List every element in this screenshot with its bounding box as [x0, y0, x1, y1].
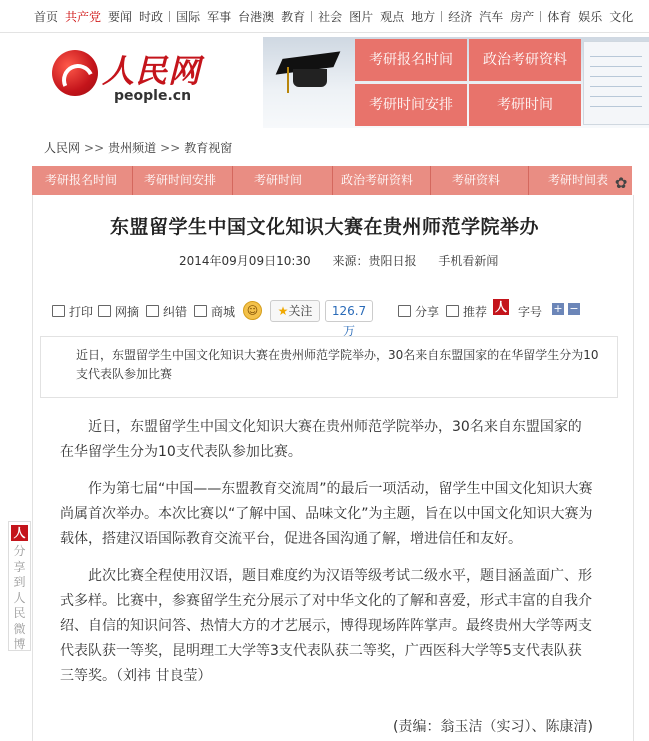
- top-nav-link[interactable]: 娱乐: [578, 10, 603, 24]
- mall-icon: [194, 305, 207, 317]
- top-nav-link[interactable]: 图片: [349, 10, 374, 24]
- nav-separator: [169, 11, 170, 22]
- top-navigation: [0, 0, 649, 33]
- top-nav-link[interactable]: 社会: [318, 10, 343, 24]
- people-weibo-icon: 人: [11, 525, 28, 541]
- star-icon: ★: [277, 304, 289, 318]
- top-nav-link[interactable]: 经济: [448, 10, 473, 24]
- paper-sheet-decoration: [583, 41, 649, 125]
- article-summary: 近日，东盟留学生中国文化知识大赛在贵州师范学院举办，30名来自东盟国家的在华留学生分为10支代表队参加比赛: [76, 348, 599, 381]
- breadcrumb-separator: >>: [84, 141, 105, 155]
- smiley-icon[interactable]: ☺: [243, 301, 262, 320]
- article-meta: [179, 252, 498, 269]
- font-decrease-button[interactable]: −: [569, 302, 579, 315]
- recommend-icon: [446, 305, 459, 317]
- channel-timetable[interactable]: 考研时间表: [548, 173, 609, 187]
- channel-signup-time[interactable]: 考研报名时间: [45, 173, 118, 187]
- article-summary-box: [40, 336, 618, 398]
- top-nav-link[interactable]: 时政: [139, 10, 164, 24]
- mail-icon: [146, 305, 159, 317]
- top-nav-link[interactable]: 军事: [207, 10, 232, 24]
- top-nav-link[interactable]: 要闻: [108, 10, 133, 24]
- banner-link-exam-time[interactable]: 考研时间: [469, 84, 581, 126]
- site-header: [34, 36, 649, 129]
- top-nav-link[interactable]: 体育: [547, 10, 572, 24]
- follow-count: 126.7万: [325, 300, 373, 322]
- top-nav-link[interactable]: 台港澳: [238, 10, 275, 24]
- article-title: 东盟留学生中国文化知识大赛在贵州师范学院举办: [109, 216, 539, 238]
- banner-link-schedule[interactable]: 考研时间安排: [355, 84, 467, 126]
- breadcrumb-people[interactable]: 人民网: [44, 141, 81, 155]
- channel-materials[interactable]: 考研资料: [452, 173, 501, 187]
- mobile-news-link[interactable]: 手机看新闻: [438, 254, 499, 268]
- channel-politics-materials[interactable]: 政治考研资料: [341, 173, 414, 187]
- top-nav-link[interactable]: 观点: [380, 10, 405, 24]
- article-toolbar: [0, 298, 649, 338]
- gear-icon[interactable]: ✿: [614, 174, 628, 192]
- top-nav-link[interactable]: 汽车: [479, 10, 504, 24]
- share-icon: [398, 305, 411, 317]
- breadcrumb-education[interactable]: 教育视窗: [184, 141, 233, 155]
- top-nav-link[interactable]: 房产: [510, 10, 535, 24]
- mall-button[interactable]: 商城: [194, 303, 235, 320]
- top-nav-items: [34, 8, 640, 25]
- share-sidebar-text: 分享到人民微博: [13, 544, 26, 651]
- top-nav-link[interactable]: 首页: [34, 10, 59, 24]
- capture-button[interactable]: 网摘: [98, 303, 139, 320]
- article-paragraph: 近日，东盟留学生中国文化知识大赛在贵州师范学院举办，30名来自东盟国家的在华留学生分为10支代表队参加比赛。: [60, 419, 582, 460]
- nav-separator: [441, 11, 442, 22]
- channel-exam-time[interactable]: 考研时间: [254, 173, 303, 187]
- article-paragraph: 此次比赛全程使用汉语，题目难度约为汉语等级考试二级水平，题目涵盖面广、形式多样。比赛中，参赛留学生充分展示了对中华文化的了解和喜爱，形式丰富的自我介绍、自信的知识问答、热情大方的才艺展示，博得现场阵阵掌声。最终贵州大学等两支代表队获一等奖，昆明理工大学等3支代表队获二等奖，广西医科大学等5支代表队获三等奖。（刘祎 甘良莹）: [60, 568, 592, 684]
- people-logo[interactable]: [52, 44, 252, 124]
- logo-cn: 人民网: [102, 52, 202, 90]
- top-nav-link[interactable]: 地方: [411, 10, 436, 24]
- recommend-button[interactable]: 推荐: [446, 303, 487, 320]
- banner-link-signup-time[interactable]: 考研报名时间: [355, 39, 467, 81]
- logo-en: people.cn: [114, 88, 192, 104]
- exam-banner: [263, 37, 649, 128]
- font-size-label: 字号: [518, 305, 543, 319]
- top-nav-link[interactable]: 共产党: [65, 10, 102, 24]
- share-button[interactable]: 分享: [398, 303, 439, 320]
- banner-link-politics-materials[interactable]: 政治考研资料: [469, 39, 581, 81]
- share-to-weibo-sidebar[interactable]: [8, 521, 31, 651]
- capture-icon: [98, 305, 111, 317]
- graduation-cap-icon: [273, 47, 343, 107]
- article-datetime: 2014年09月09日10:30: [179, 254, 311, 268]
- nav-separator: [540, 11, 541, 22]
- people-weibo-icon[interactable]: 人: [494, 300, 507, 314]
- print-button[interactable]: 打印: [52, 303, 93, 320]
- breadcrumb-separator: >>: [160, 141, 181, 155]
- breadcrumb-guizhou[interactable]: 贵州频道: [108, 141, 157, 155]
- top-nav-link[interactable]: 国际: [176, 10, 201, 24]
- print-icon: [52, 305, 65, 317]
- breadcrumb: [44, 139, 232, 156]
- channel-schedule[interactable]: 考研时间安排: [144, 173, 217, 187]
- follow-button[interactable]: ★关注: [270, 300, 320, 322]
- channel-bar: [32, 166, 632, 195]
- article-editor: (责编：翁玉洁（实习）、陈康清): [393, 719, 593, 735]
- correct-button[interactable]: 纠错: [146, 303, 187, 320]
- article-source: 来源：贵阳日报: [332, 254, 417, 268]
- logo-ball-icon: [52, 50, 98, 96]
- nav-separator: [311, 11, 312, 22]
- top-nav-link[interactable]: 教育: [281, 10, 306, 24]
- article-paragraph: 作为第七届“中国——东盟教育交流周”的最后一项活动，留学生中国文化知识大赛尚属首次举办。本次比赛以“了解中国、品味文化”为主题，旨在以中国文化知识大赛为载体，搭建汉语国际教育交流平台，促进各国沟通了解，增进信任和友好。: [60, 481, 593, 547]
- top-nav-link[interactable]: 文化: [609, 10, 634, 24]
- font-increase-button[interactable]: +: [553, 302, 563, 315]
